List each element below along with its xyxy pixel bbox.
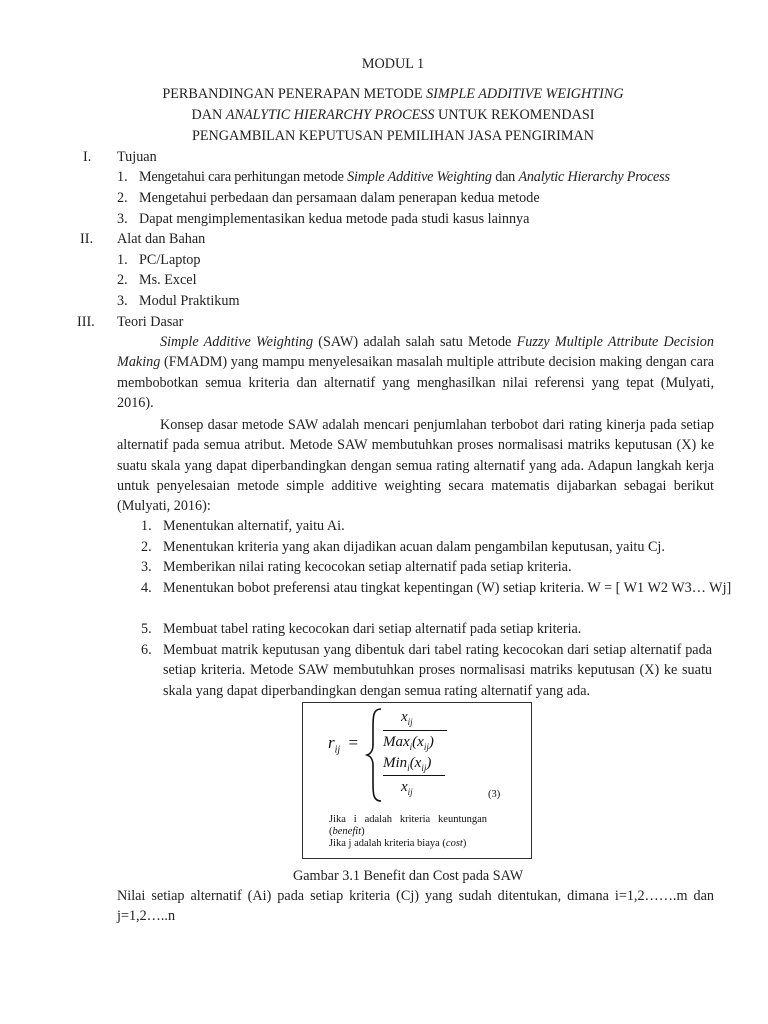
list-item: Dapat mengimplementasikan kedua metode pada studi kasus lainnya [139, 211, 530, 227]
formula-note-1: Jika i adalah kriteria keuntungan [329, 814, 488, 825]
step-text: Membuat matrik keputusan yang dibentuk dari tabel rating kecocokan dari setiap alternatif pada setiap kriteria. Metode SAW membutuhkan proses normalisasi matriks keputusan (X) ke suatu skala yang dapat diperbandingkan dengan semua rating alternatif yang ada. [163, 642, 712, 699]
list-item-text: Mengetahui cara perhitungan metode [139, 169, 348, 185]
formula-note-1-italic: benefit [332, 826, 362, 837]
paragraph-3: Nilai setiap alternatif (Ai) pada setiap kriteria (Cj) yang sudah ditentukan, dimana i=1,2…….m dan j=1,2…..n [117, 888, 714, 925]
list-item: Mengetahui perbedaan dan persamaan dalam penerapan kedua metode [139, 190, 540, 206]
list-number: 3. [117, 293, 128, 309]
step-number: 4. [141, 580, 152, 596]
list-item: PC/Laptop [139, 252, 201, 268]
formula-num2-close: ) [426, 755, 432, 771]
formula-num1-subscript: ij [407, 717, 413, 727]
step-text: Menentukan kriteria yang akan dijadikan acuan dalam pengambilan keputusan, yaitu Cj. [163, 539, 665, 555]
step-text: Menentukan alternatif, yaitu Ai. [163, 518, 345, 534]
list-number: 3. [117, 211, 128, 227]
step-text: Membuat tabel rating kecocokan dari setiap alternatif pada setiap kriteria. [163, 621, 582, 637]
list-item [139, 167, 670, 187]
formula-numerator-1 [401, 707, 413, 732]
section-3-number: III. [77, 314, 95, 330]
paragraph-1-text: (FMADM) yang mampu menyelesaikan masalah multiple attribute decision making dengan cara membobotkan semua kriteria dan alternatif yang menghasilkan nilai referensi yang tepat (Mulyati, 2016). [117, 354, 714, 411]
formula-note-2-text: Jika j adalah kriteria biaya ( [329, 838, 446, 849]
formula-num2-min: Min [383, 755, 408, 771]
formula-note-2-italic: cost [445, 838, 463, 849]
list-number: 1. [117, 169, 128, 185]
title-line-1-text: PERBANDINGAN PENERAPAN METODE [162, 86, 427, 102]
paragraph-1 [117, 332, 714, 413]
formula-denominator-2 [401, 777, 413, 802]
step-text: Menentukan bobot preferensi atau tingkat kepentingan (W) setiap kriteria. W = [ W1 W2 W3… Wj] [163, 580, 732, 596]
module-label: MODUL 1 [361, 56, 425, 72]
section-2-number: II. [80, 231, 93, 247]
formula-equals: = [348, 733, 359, 752]
paragraph-1-italic: Simple Additive Weighting [160, 334, 314, 350]
title-line-3: PENGAMBILAN KEPUTUSAN PEMILIHAN JASA PENGIRIMAN [192, 128, 594, 144]
paragraph-1-text: (SAW) adalah salah satu Metode [313, 334, 517, 350]
formula-den1-max: Max [383, 734, 410, 750]
section-3-heading: Teori Dasar [117, 314, 184, 330]
list-item: Ms. Excel [139, 272, 197, 288]
fraction-bar-2 [383, 775, 445, 776]
formula-lhs-symbol: r [328, 733, 335, 752]
list-item-italic: Analytic Hierarchy Process [518, 169, 670, 185]
formula-note-2-close: ) [462, 838, 467, 849]
section-2-heading: Alat dan Bahan [117, 231, 206, 247]
formula-den2-symbol: x [401, 779, 408, 795]
formula-num2-arg: (x [409, 755, 422, 771]
list-item: Modul Praktikum [139, 293, 240, 309]
list-number: 2. [117, 272, 128, 288]
title-line-2-text-a: DAN [191, 107, 226, 123]
formula-lhs [328, 733, 358, 761]
formula-note-2 [329, 837, 466, 850]
title-line-2-text-c: UNTUK REKOMENDASI [434, 107, 595, 123]
formula-num2-arg-subscript: ij [421, 763, 427, 773]
formula-num2-subscript: i [407, 763, 410, 773]
step-number: 6. [141, 642, 152, 658]
formula-den1-close: ) [428, 734, 434, 750]
section-1-heading: Tujuan [117, 149, 157, 165]
step-text: Memberikan nilai rating kecocokan setiap alternatif pada setiap kriteria. [163, 559, 572, 575]
formula-den1-arg: (x [412, 734, 424, 750]
step-number: 3. [141, 559, 152, 575]
title-line-2-italic: ANALYTIC HIERARCHY PROCESS [225, 107, 435, 123]
formula-den1-arg-subscript: ij [423, 742, 429, 752]
formula-den2-subscript: ij [407, 787, 413, 797]
list-item-italic: Simple Additive Weighting [347, 169, 492, 185]
formula-lhs-subscript: ij [334, 744, 341, 756]
paragraph-2: Konsep dasar metode SAW adalah mencari penjumlahan terbobot dari rating kinerja pada setiap alternatif pada semua atribut. Metode SAW membutuhkan proses normalisasi matriks keputusan (X) ke suatu skala yang dapat diperbandingkan dengan semua rating alternatif yang ada. Adapun langkah kerja untuk penyelesaian metode simple additive weighting secara matematis dijabarkan sebagai berikut (Mulyati, 2016): [117, 417, 714, 515]
step-number: 2. [141, 539, 152, 555]
title-line-2 [0, 105, 768, 125]
brace-icon [365, 707, 385, 803]
title-line-1 [0, 84, 768, 104]
formula-den1-subscript: i [409, 742, 413, 752]
figure-caption: Gambar 3.1 Benefit dan Cost pada SAW [293, 868, 524, 884]
step-number: 5. [141, 621, 152, 637]
paragraph-1-italic: Fuzzy Multiple Attribute Decision Making [117, 334, 714, 371]
formula-note-1-term: (benefit) [329, 826, 365, 837]
fraction-bar-1 [383, 730, 447, 731]
title-line-1-italic: SIMPLE ADDITIVE WEIGHTING [426, 86, 624, 102]
formula-figure [302, 702, 532, 859]
step-number: 1. [141, 518, 152, 534]
equation-number: (3) [488, 789, 501, 800]
list-number: 1. [117, 252, 128, 268]
list-number: 2. [117, 190, 128, 206]
section-1-number: I. [83, 149, 92, 165]
list-item-text: dan [491, 169, 519, 185]
formula-num1-symbol: x [401, 709, 408, 725]
